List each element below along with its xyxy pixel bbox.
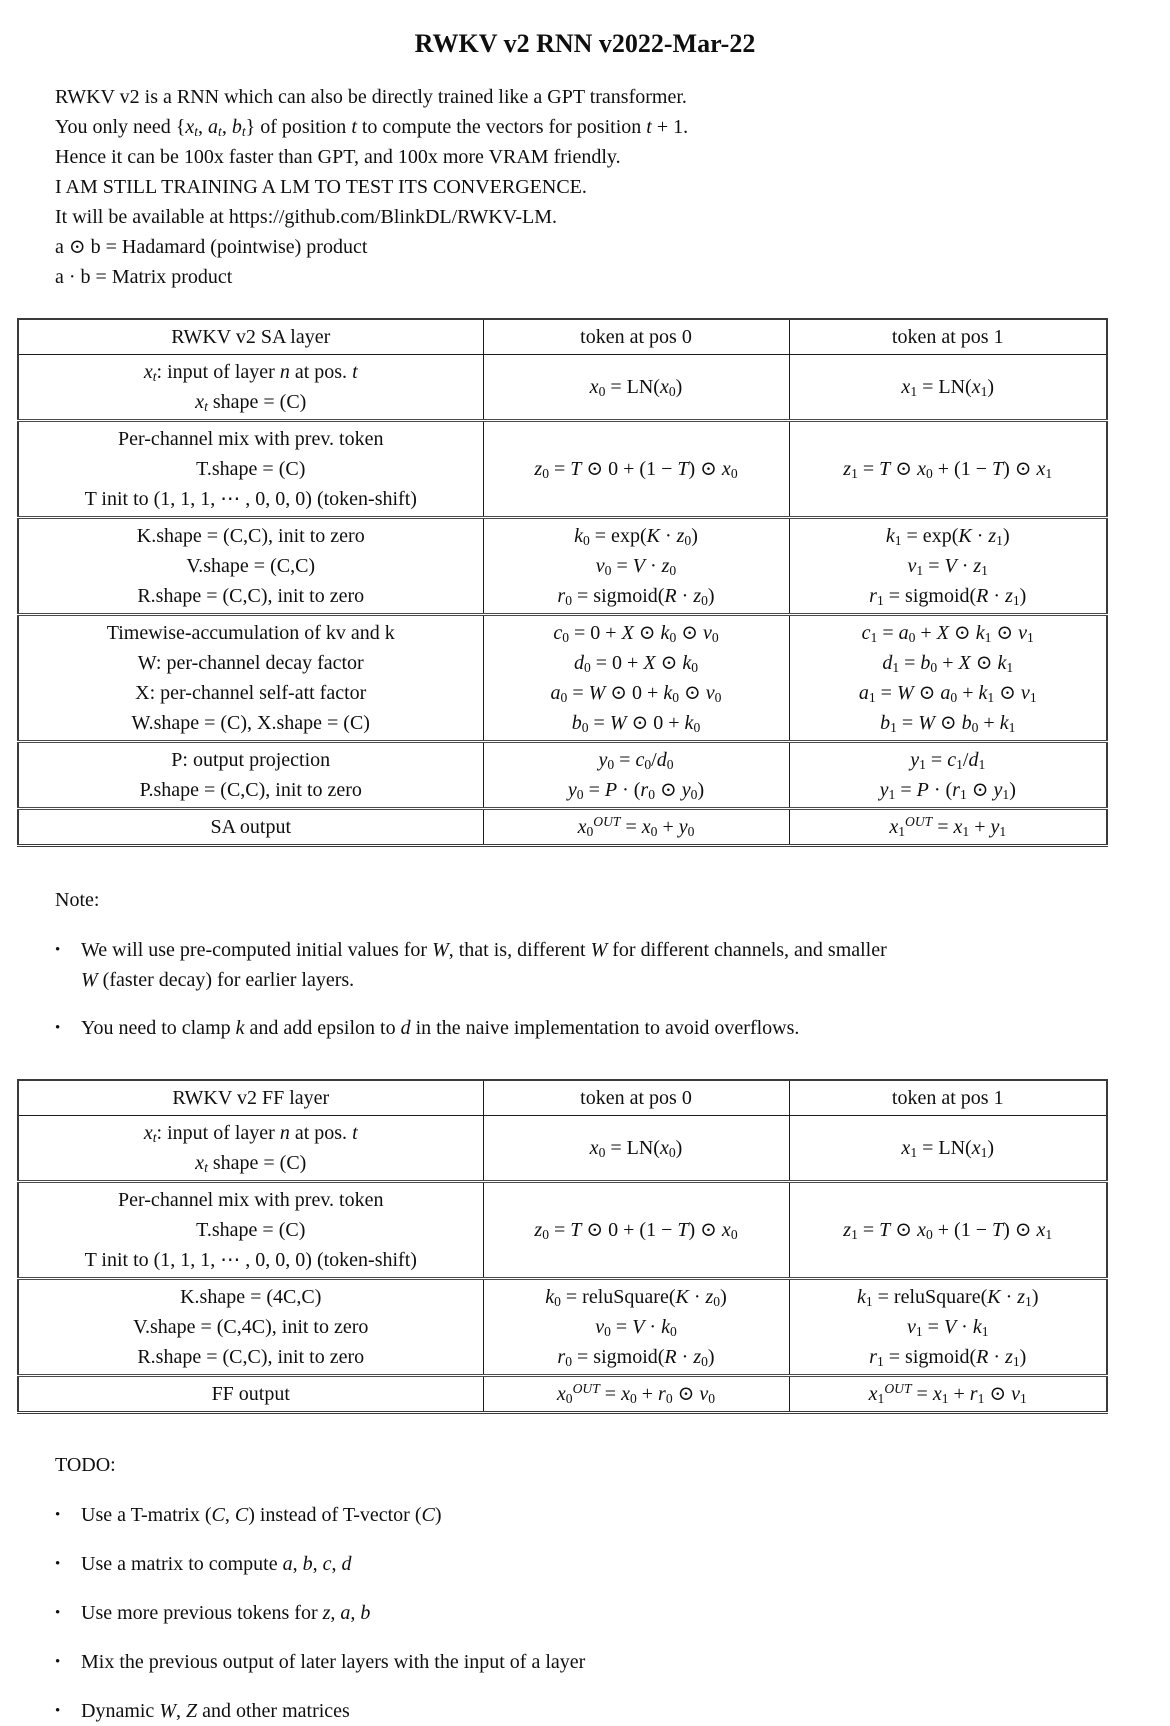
sa-row-accumulation [18,615,1107,742]
cell-line: Timewise-accumulation of kv and k [106,622,395,644]
sa-layer-table [17,318,1108,847]
todo-bullet-4-text: Mix the previous output of later layers with the input of a layer [81,1651,586,1673]
intro-line-2: You only need {$x_t$, $a_t$, $b_t$} of position t to compute the vectors for position t + 1. [55,116,689,139]
ff-row-output [18,1376,1107,1413]
ff-header-row [18,1080,1107,1116]
cell-line: K.shape = (4C,C) [180,1286,322,1308]
cell-line: R.shape = (C,C), init to zero [137,585,365,607]
cell-line: $r_1$ = sigmoid(R · $z_1$) [869,585,1027,608]
intro-line-3: Hence it can be 100x faster than GPT, and 100x more VRAM friendly. [55,146,621,168]
todo-bullet-5 [55,1696,1115,1726]
intro-line-4: I AM STILL TRAINING A LM TO TEST ITS CONVERGENCE. [55,176,587,198]
intro-line-6-hadamard-def: a ⊙ b = Hadamard (pointwise) product [55,236,368,258]
note-heading: Note: [55,889,100,911]
cell-line: $b_0 = W$ ⊙ $0 + k_0$ [571,712,701,735]
note-bullet-1-text [81,935,1081,995]
cell-line: $x_1^{OUT} = x_1 + r_1$ ⊙ $v_1$ [868,1381,1027,1406]
intro-line-5-repo-url: It will be available at https://github.com/BlinkDL/RWKV-LM. [55,206,557,228]
cell-line: $r_1$ = sigmoid(R · $z_1$) [869,1346,1027,1369]
cell-line: SA output [210,816,292,838]
cell-line: $x_t$ shape = (C) [195,1152,307,1175]
ff-layer-table [17,1079,1108,1414]
cell-line: $z_1 = T$ ⊙ $x_0 + (1 - T)$ ⊙ $x_1$ [843,458,1053,481]
cell-line: $k_0 = \exp(K \cdot z_0)$ [574,525,698,548]
cell-line: K.shape = (C,C), init to zero [136,525,365,547]
todo-bullet-3-text: Use more previous tokens for z, a, b [81,1602,371,1624]
sa-header-layer: RWKV v2 SA layer [18,319,483,355]
note-bullet-2 [55,1013,1115,1043]
sa-accumulation-label-cell [18,615,483,742]
note-bullet-list [55,935,1115,1043]
cell-line: T.shape = (C) [196,458,306,480]
ff-input-label-cell [18,1116,483,1182]
ff-output-label-cell [18,1376,483,1413]
cell-line: T.shape = (C) [196,1219,306,1241]
ff-input-pos0-cell [483,1116,789,1182]
bullet-icon: • [55,1507,61,1523]
sa-token-mix-label-cell [18,421,483,518]
ff-header-pos0: token at pos 0 [483,1080,789,1116]
sa-row-input [18,355,1107,421]
todo-bullet-1-text: Use a T-matrix (C, C) instead of T-vector (C) [81,1504,442,1526]
ff-kvr-pos1-cell [789,1279,1107,1376]
intro-line-1: RWKV v2 is a RNN which can also be directly trained like a GPT transformer. [55,86,687,108]
cell-line: $k_0$ = reluSquare(K · $z_0$) [545,1286,727,1309]
sa-accumulation-pos0-cell [483,615,789,742]
cell-line: $z_0 = T$ ⊙ 0 + (1 − T) ⊙ $x_0$ [534,1219,738,1242]
sa-accumulation-pos1-cell [789,615,1107,742]
cell-line: $x_0 = LN(x_0)$ [589,376,683,399]
cell-line: V.shape = (C,C) [186,555,316,577]
sa-projection-pos0-cell [483,742,789,809]
sa-output-label-cell [18,809,483,846]
sa-projection-label-cell [18,742,483,809]
cell-line: $k_1$ = reluSquare(K · $z_1$) [856,1286,1039,1309]
cell-line: $y_1 = c_1/d_1$ [910,749,986,772]
bullet-icon: • [55,1703,61,1719]
bullet-icon: • [55,1020,61,1036]
cell-line: $b_1 = W$ ⊙ $b_0 + k_1$ [880,712,1016,735]
ff-header-pos1: token at pos 1 [789,1080,1107,1116]
cell-line: T init to (1, 1, 1, ⋯ , 0, 0, 0) (token-shift) [84,488,417,510]
sa-input-pos0-cell [483,355,789,421]
sa-header-pos1: token at pos 1 [789,319,1107,355]
bullet-icon: • [55,1556,61,1572]
sa-output-pos0-cell [483,809,789,846]
ff-kvr-label-cell [18,1279,483,1376]
todo-bullet-5-text: Dynamic W, Z and other matrices [81,1700,350,1722]
cell-line: Per-channel mix with prev. token [118,1189,384,1211]
todo-bullet-4 [55,1647,1115,1677]
sa-kvr-pos1-cell [789,518,1107,615]
bullet-icon: • [55,1605,61,1621]
cell-line: X: per-channel self-att factor [135,682,367,704]
cell-line: V.shape = (C,4C), init to zero [133,1316,369,1338]
ff-token-mix-pos1-cell [789,1182,1107,1279]
cell-line: P: output projection [171,749,331,771]
cell-line: $v_0 = V \cdot z_0$ [595,555,677,578]
bullet-icon: • [55,1654,61,1670]
ff-row-kvr [18,1279,1107,1376]
sa-row-token-mix [18,421,1107,518]
cell-line: $x_0^{OUT} = x_0 + r_0$ ⊙ $v_0$ [556,1381,716,1406]
cell-line: $c_1 = a_0 + X$ ⊙ $k_1$ ⊙ $v_1$ [861,622,1034,645]
cell-line: P.shape = (C,C), init to zero [139,779,362,801]
intro-paragraph [55,82,1115,292]
sa-token-mix-pos0-cell [483,421,789,518]
cell-line: $x_0 = LN(x_0)$ [589,1137,683,1160]
page-title: RWKV v2 RNN v2022-Mar-22 [414,29,756,58]
ff-header-layer: RWKV v2 FF layer [18,1080,483,1116]
ff-input-pos1-cell [789,1116,1107,1182]
cell-line: W: per-channel decay factor [137,652,364,674]
ff-row-input [18,1116,1107,1182]
note-bullet-1-line-2: W (faster decay) for earlier layers. [81,969,355,991]
cell-line: $r_0$ = sigmoid(R · $z_0$) [557,1346,715,1369]
cell-line: W.shape = (C), X.shape = (C) [131,712,370,734]
cell-line: $y_1 = P \cdot (r_1$ ⊙ $y_1$) [879,779,1016,802]
bullet-icon: • [55,942,61,958]
sa-kvr-label-cell [18,518,483,615]
cell-line: $a_0 = W$ ⊙ $0 + k_0$ ⊙ $v_0$ [550,682,722,705]
cell-line: $x_1 = LN(x_1)$ [901,1137,995,1160]
cell-line: $r_0$ = sigmoid(R · $z_0$) [557,585,715,608]
cell-line: $x_1 = LN(x_1)$ [901,376,995,399]
todo-bullet-1 [55,1500,1115,1530]
ff-token-mix-pos0-cell [483,1182,789,1279]
note-bullet-2-text: You need to clamp k and add epsilon to d in the naive implementation to avoid overflows. [81,1017,800,1039]
cell-line: $z_0 = T$ ⊙ 0 + (1 − T) ⊙ $x_0$ [534,458,738,481]
cell-line: $v_1 = V \cdot k_1$ [906,1316,989,1339]
cell-line: R.shape = (C,C), init to zero [137,1346,365,1368]
note-bullet-1 [55,935,1115,995]
cell-line: $z_1 = T$ ⊙ $x_0 + (1 - T)$ ⊙ $x_1$ [843,1219,1053,1242]
cell-line: $y_0 = c_0/d_0$ [598,749,674,772]
cell-line: $x_t$: input of layer n at pos. t [143,361,358,384]
todo-bullet-2 [55,1549,1115,1579]
cell-line: $d_1 = b_0 + X$ ⊙ $k_1$ [882,652,1014,675]
sa-row-projection [18,742,1107,809]
sa-row-output [18,809,1107,846]
sa-input-label-cell [18,355,483,421]
sa-header-pos0: token at pos 0 [483,319,789,355]
cell-line: $x_0^{OUT} = x_0 + y_0$ [577,814,695,839]
todo-heading: TODO: [55,1454,116,1476]
cell-line: T init to (1, 1, 1, ⋯ , 0, 0, 0) (token-shift) [84,1249,417,1271]
ff-token-mix-label-cell [18,1182,483,1279]
cell-line: $d_0 = 0 + X$ ⊙ $k_0$ [573,652,699,675]
sa-input-pos1-cell [789,355,1107,421]
ff-output-pos1-cell [789,1376,1107,1413]
cell-line: FF output [211,1383,290,1405]
intro-line-7-matrix-def: a · b = Matrix product [55,266,233,288]
cell-line: $v_1 = V \cdot z_1$ [907,555,988,578]
sa-kvr-pos0-cell [483,518,789,615]
cell-line: $k_1 = \exp(K \cdot z_1)$ [885,525,1010,548]
ff-output-pos0-cell [483,1376,789,1413]
cell-line: $a_1 = W$ ⊙ $a_0 + k_1$ ⊙ $v_1$ [858,682,1037,705]
todo-bullet-2-text: Use a matrix to compute a, b, c, d [81,1553,352,1575]
cell-line: Per-channel mix with prev. token [118,428,384,450]
cell-line: $x_1^{OUT} = x_1 + y_1$ [889,814,1007,839]
ff-kvr-pos0-cell [483,1279,789,1376]
cell-line: $y_0 = P \cdot (r_0$ ⊙ $y_0$) [567,779,705,802]
note-bullet-1-line-1: We will use pre-computed initial values for W, that is, different W for different channels, and smaller [81,939,887,961]
cell-line: $x_t$: input of layer n at pos. t [143,1122,358,1145]
sa-output-pos1-cell [789,809,1107,846]
cell-line: $c_0 = 0 + X$ ⊙ $k_0$ ⊙ $v_0$ [553,622,719,645]
cell-line: $v_0 = V \cdot k_0$ [595,1316,677,1339]
sa-projection-pos1-cell [789,742,1107,809]
sa-header-row [18,319,1107,355]
sa-token-mix-pos1-cell [789,421,1107,518]
todo-bullet-list [55,1500,1115,1726]
cell-line: $x_t$ shape = (C) [195,391,307,414]
todo-bullet-3 [55,1598,1115,1628]
sa-row-kvr [18,518,1107,615]
ff-row-token-mix [18,1182,1107,1279]
